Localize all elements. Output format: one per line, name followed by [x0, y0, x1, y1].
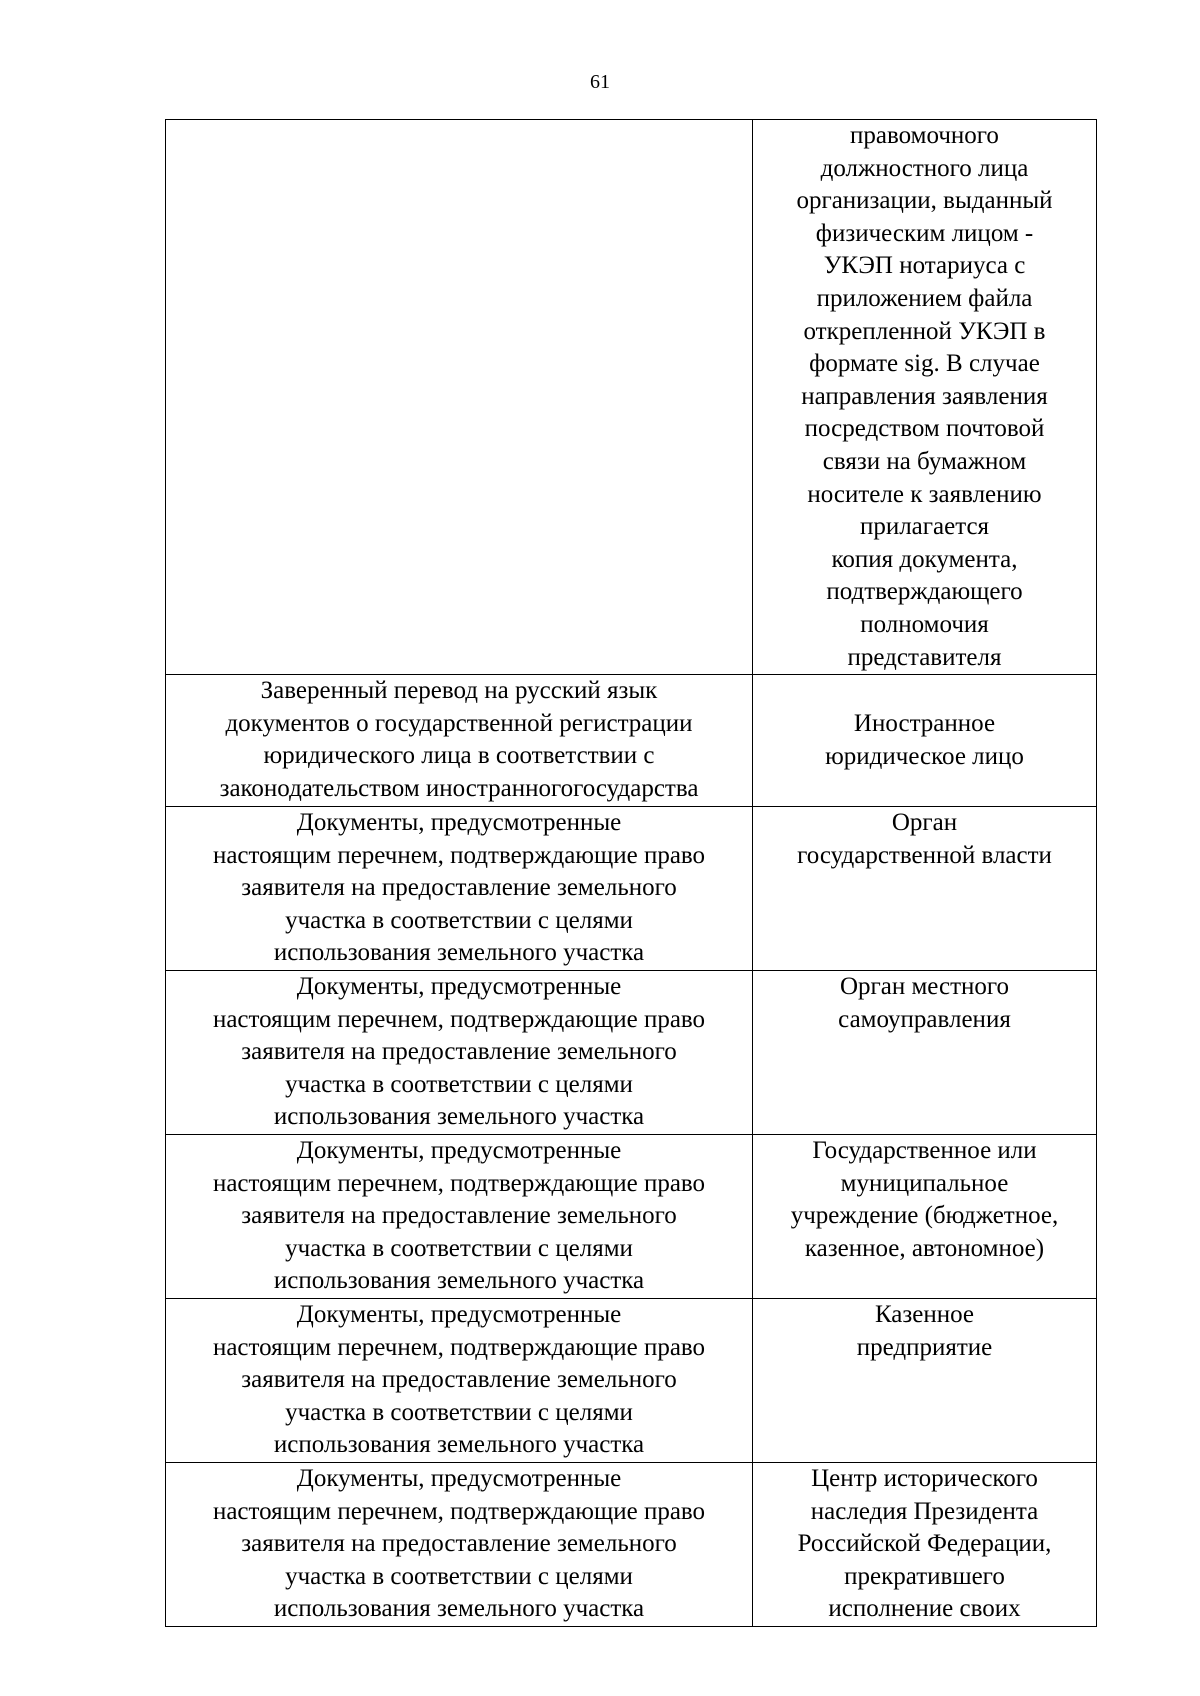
- document-cell: Документы, предусмотренные настоящим перечнем, подтверждающие право заявителя на предоставление земельного участка в соответствии с целями использования земельного участка: [166, 1299, 753, 1463]
- applicant-cell: правомочного должностного лица организации, выданный физическим лицом - УКЭП нотариуса с приложением файла открепленной УКЭП в формате sig. В случае направления заявления посредством почтовой связи на бумажном носителе к заявлению прилагается копия документа, подтверждающего полномочия представителя: [753, 120, 1097, 675]
- applicant-cell: Орган местного самоуправления: [753, 971, 1097, 1135]
- document-cell: [166, 120, 753, 675]
- applicant-cell: Орган государственной власти: [753, 807, 1097, 971]
- table-row: [166, 1463, 1097, 1627]
- applicant-cell: Казенное предприятие: [753, 1299, 1097, 1463]
- table-row: [166, 675, 1097, 807]
- applicant-cell: Иностранное юридическое лицо: [753, 675, 1097, 807]
- applicant-cell: Центр исторического наследия Президента Российской Федерации, прекратившего исполнение своих: [753, 1463, 1097, 1627]
- document-cell: Заверенный перевод на русский язык документов о государственной регистрации юридического лица в соответствии с законодательством иностранногогосударства: [166, 675, 753, 807]
- document-cell: Документы, предусмотренные настоящим перечнем, подтверждающие право заявителя на предоставление земельного участка в соответствии с целями использования земельного участка: [166, 971, 753, 1135]
- table-row: [166, 807, 1097, 971]
- table-row: [166, 1299, 1097, 1463]
- document-cell: Документы, предусмотренные настоящим перечнем, подтверждающие право заявителя на предоставление земельного участка в соответствии с целями использования земельного участка: [166, 1135, 753, 1299]
- document-cell: Документы, предусмотренные настоящим перечнем, подтверждающие право заявителя на предоставление земельного участка в соответствии с целями использования земельного участка: [166, 1463, 753, 1627]
- table-row: [166, 1135, 1097, 1299]
- page-number: 61: [590, 71, 610, 93]
- document-cell: Документы, предусмотренные настоящим перечнем, подтверждающие право заявителя на предоставление земельного участка в соответствии с целями использования земельного участка: [166, 807, 753, 971]
- applicant-cell: Государственное или муниципальное учреждение (бюджетное, казенное, автономное): [753, 1135, 1097, 1299]
- table-row: [166, 971, 1097, 1135]
- table-row: [166, 120, 1097, 675]
- documents-table: [165, 119, 1097, 1627]
